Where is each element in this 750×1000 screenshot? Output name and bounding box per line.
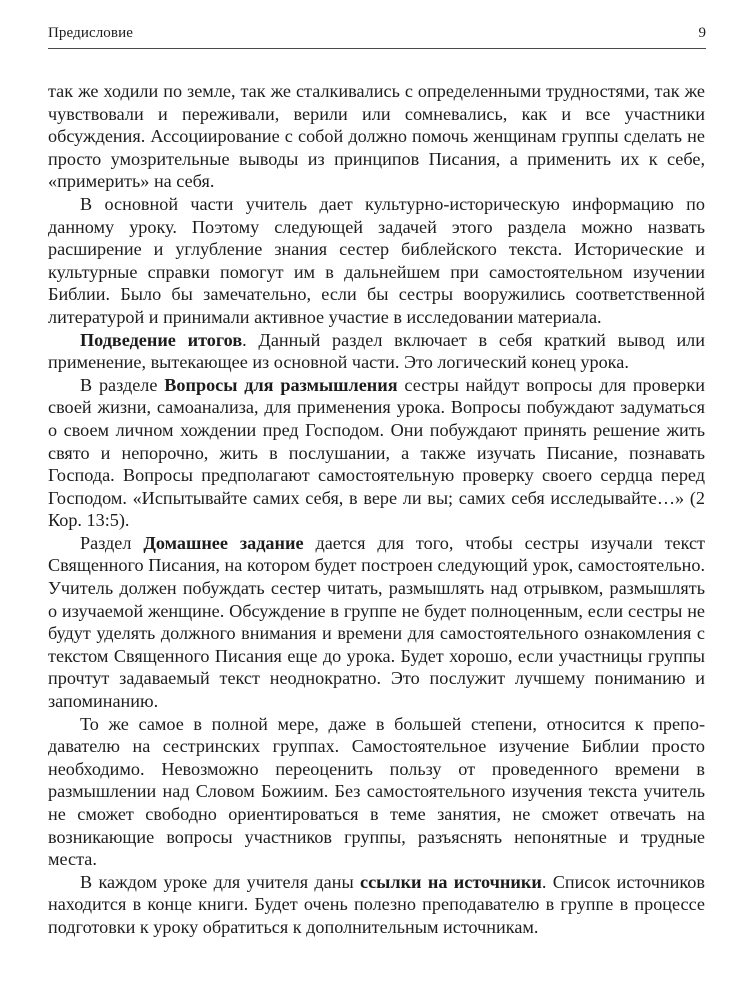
paragraph-text: В основной части учитель дает культурно-историческую информацию по данному уроку. Поэтому следующей задачей этого раздела можно назвать расширение и углубление знания сестер библейского текста. Исторические и культурные справки помогут им в дальнейшем при самостоятельном изучении Библии. Было бы замечательно, если бы сестры вооружились соответственной литературой и принимали активное участие в исследовании материала. <box>48 193 705 327</box>
running-header <box>48 22 706 49</box>
chapter-title: Предисловие <box>48 25 133 41</box>
paragraph-text: сестры найдут вопросы для проверки своей жизни, самоанализа, для применения урока. Вопросы побуждают задуматься о своем личном хождении пред Господом. Они побуждают принять решение жить свято и непорочно, жить в послушании, а также изучать Писание, познавать Господа. Вопросы предполагают самостоятельную проверку своего сердца перед Господом. «Испытывайте самих себя, в вере ли вы; самих себя исследывайте…» (2 Кор. 13:5). <box>48 374 705 531</box>
page-number: 9 <box>698 25 706 41</box>
term-summary: Подведение итогов <box>80 329 243 350</box>
paragraph-questions <box>48 374 705 532</box>
term-sources: ссылки на источники <box>360 871 542 892</box>
paragraph-sources <box>48 871 705 939</box>
paragraph-text: . Список источников находится в конце книги. Будет очень полезно преподавателю в группе в процессе подготовки к уроку обратиться к дополнительным источникам. <box>48 871 705 937</box>
paragraph-homework <box>48 532 705 713</box>
paragraph-main-part <box>48 193 705 329</box>
paragraph-text: дается для того, чтобы сестры изучали текст Священного Писания, на котором будет построен следующий урок, самостоятельно. Учитель должен побуждать сестер читать, размышлять над отрывком, размышлять о изучаемой женщине. Обсуждение в группе не будет полноценным, если сестры не будут уделять должного внимания и времени для самостоятельного ознакомления с текстом Священного Писания еще до урока. Будет хорошо, если участницы группы прочтут задаваемый текст неоднократно. Это послужит лучшему пониманию и запоминанию. <box>48 532 705 712</box>
paragraph-association <box>48 80 705 193</box>
paragraph-lead: В разделе <box>80 374 165 395</box>
term-questions: Вопросы для размышления <box>164 374 398 395</box>
paragraph-text: То же самое в полной мере, даже в большей степени, относится к преподавателю на сестринских группах. Самостоятельное изучение Библии просто необходимо. Невозможно переоценить пользу от проведенного времени в размышлении над Словом Божиим. Без самостоятельного изучения текста учитель не сможет свободно ориентироваться в теме занятия, не сможет отвечать на возникающие вопросы участников группы, разъяснять непонятные и трудные места. <box>48 713 705 870</box>
page-body <box>48 80 705 939</box>
paragraph-summary <box>48 329 705 374</box>
paragraph-text: так же ходили по земле, так же сталкивались с определенными трудностями, так же чувствовали и переживали, верили или сомневались, как и все участники обсуждения. Ассоциирование с собой должно помочь женщинам группы сделать не просто умозрительные выводы из принципов Писания, а применить их к себе, «примерить» на себя. <box>48 81 705 192</box>
term-homework: Домашнее задание <box>143 532 304 553</box>
paragraph-text: . Данный раздел включает в себя краткий вывод или применение, вытекающее из основной части. Это логический конец урока. <box>48 329 705 373</box>
paragraph-lead: Раздел <box>80 532 144 553</box>
paragraph-teacher-study <box>48 713 705 871</box>
paragraph-lead: В каждом уроке для учителя даны <box>80 871 361 892</box>
